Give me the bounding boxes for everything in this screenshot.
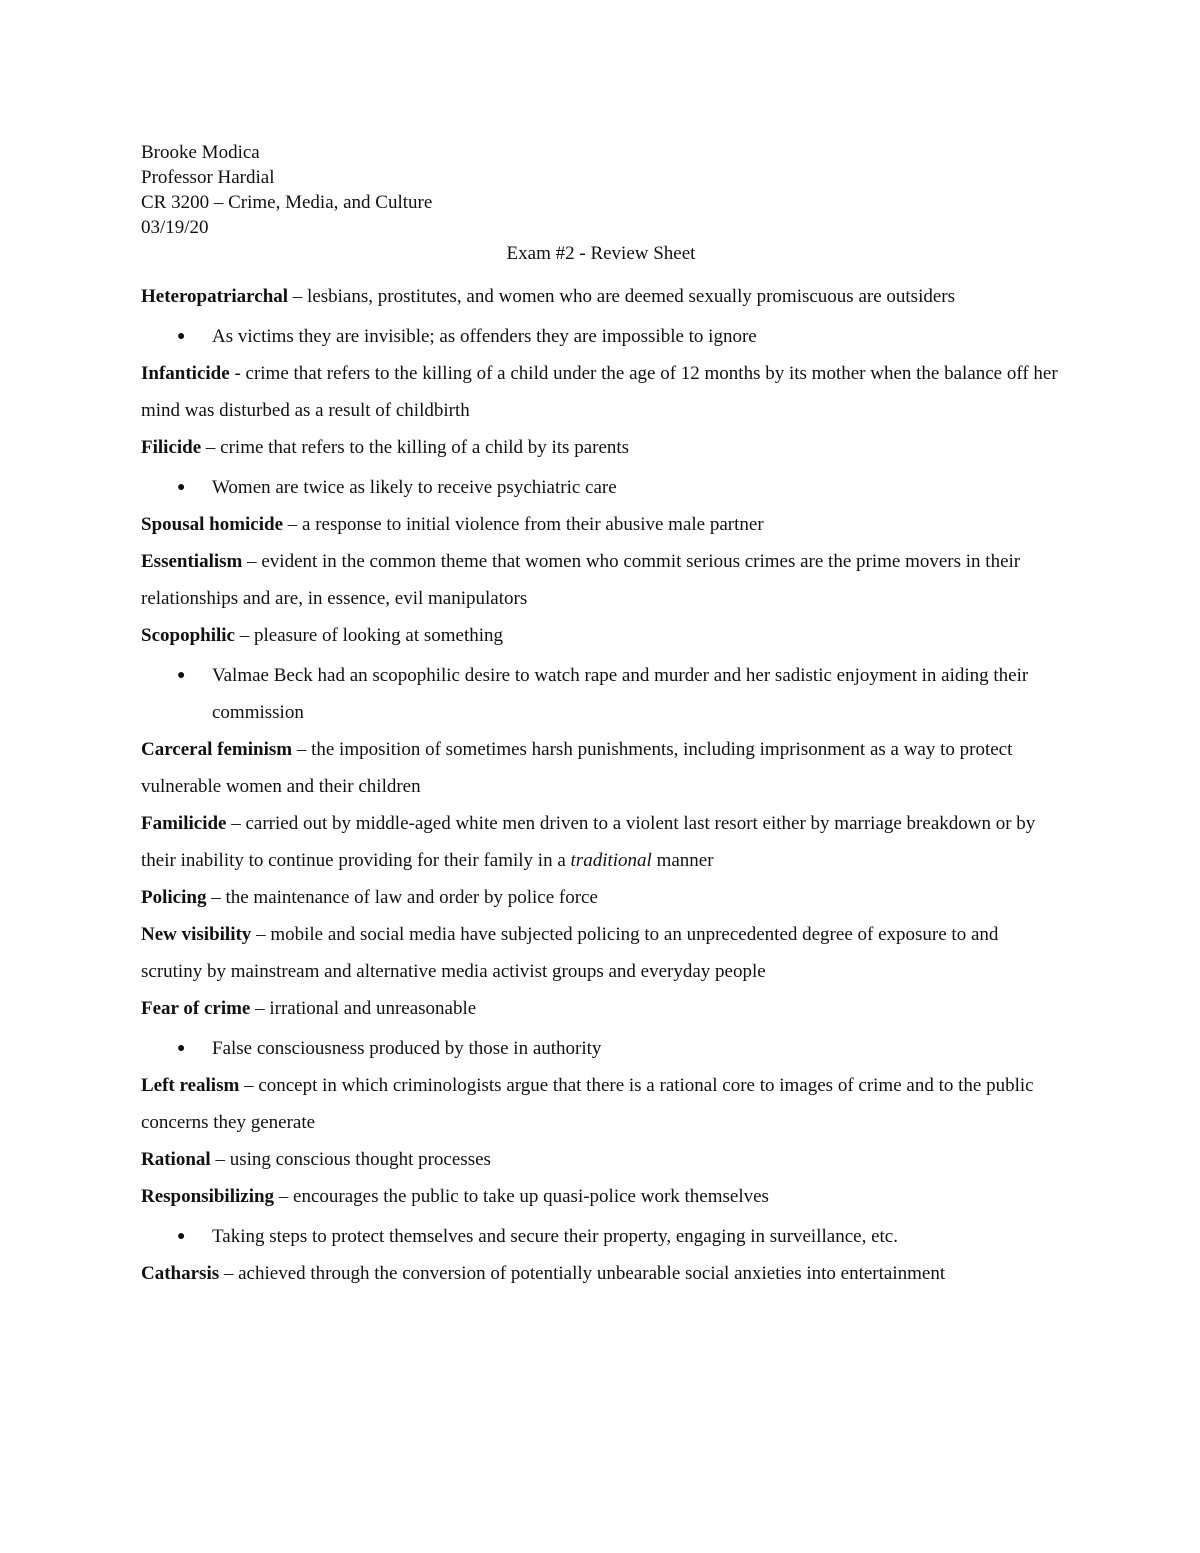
- entry-definition: crime that refers to the killing of a child by its parents: [220, 437, 630, 458]
- entry-definition: the maintenance of law and order by police force: [225, 887, 598, 908]
- bullet-icon: ●: [177, 480, 186, 495]
- entry-term: Spousal homicide: [141, 514, 284, 535]
- entry-definition: a response to initial violence from their abusive male partner: [302, 514, 764, 535]
- entry-definition: lesbians, prostitutes, and women who are deemed sexually promiscuous are outsiders: [307, 286, 956, 307]
- entry-definition: evident in the common theme that women who commit serious crimes are the prime movers in their relationships and are, in essence, evil manipulators: [141, 551, 1021, 609]
- entry-term: Filicide: [141, 437, 202, 458]
- entry-spousal-homicide: Spousal homicide – a response to initial violence from their abusive male partner: [141, 514, 764, 535]
- entry-term: Fear of crime: [141, 998, 251, 1019]
- entry-definition: irrational and unreasonable: [269, 998, 477, 1019]
- entry-rational: Rational – using conscious thought processes: [141, 1149, 491, 1170]
- page-title: Exam #2 - Review Sheet: [506, 243, 696, 264]
- entry-definition: encourages the public to take up quasi-police work themselves: [293, 1186, 769, 1207]
- entry-definition: mobile and social media have subjected policing to an unprecedented degree of exposure to and scrutiny by mainstream and alternative media activist groups and everyday people: [141, 924, 999, 982]
- entry-definition: the imposition of sometimes harsh punishments, including imprisonment as a way to protect vulnerable women and their children: [141, 739, 1013, 797]
- entry-heteropatriarchal: Heteropatriarchal – lesbians, prostitutes, and women who are deemed sexually promiscuous are outsiders: [141, 286, 956, 307]
- entry-definition: concept in which criminologists argue that there is a rational core to images of crime and to the public concerns they generate: [141, 1075, 1034, 1133]
- document-date: 03/19/20: [141, 217, 209, 238]
- student-name: Brooke Modica: [141, 142, 260, 163]
- entry-definition: carried out by middle-aged white men driven to a violent last resort either by marriage breakdown or by their inability to continue providing for their family in a: [141, 813, 1036, 871]
- entry-term: Responsibilizing: [141, 1186, 275, 1207]
- entry-term: Policing: [141, 887, 207, 908]
- entry-familicide: Familicide – carried out by middle-aged white men driven to a violent last resort either by marriage breakdown or by their inability to continue providing for their family in a traditional manner: [141, 813, 1036, 871]
- entry-definition: using conscious thought processes: [229, 1149, 491, 1170]
- entry-term: Left realism: [141, 1075, 240, 1096]
- bullet-item: ● Women are twice as likely to receive psychiatric care: [141, 469, 1061, 506]
- entry-filicide: Filicide – crime that refers to the killing of a child by its parents: [141, 437, 630, 458]
- bullet-icon: ●: [177, 1229, 186, 1244]
- bullet-item: ● Taking steps to protect themselves and secure their property, engaging in surveillance, etc.: [141, 1218, 1061, 1255]
- document-page: [141, 140, 1061, 1292]
- entry-term: Familicide: [141, 813, 227, 834]
- bullet-icon: ●: [177, 668, 186, 683]
- entry-catharsis: Catharsis – achieved through the conversion of potentially unbearable social anxieties into entertainment: [141, 1263, 946, 1284]
- entry-scopophilic: Scopophilic – pleasure of looking at something: [141, 625, 504, 646]
- entry-term: Essentialism: [141, 551, 243, 572]
- entry-term: Heteropatriarchal: [141, 286, 289, 307]
- entry-definition: achieved through the conversion of potentially unbearable social anxieties into entertainment: [238, 1263, 946, 1284]
- entry-responsibilizing: Responsibilizing – encourages the public to take up quasi-police work themselves: [141, 1186, 769, 1207]
- entry-fear-of-crime: Fear of crime – irrational and unreasonable: [141, 998, 477, 1019]
- course-title: CR 3200 – Crime, Media, and Culture: [141, 192, 433, 213]
- entry-term: New visibility: [141, 924, 252, 945]
- entry-definition: crime that refers to the killing of a child under the age of 12 months by its mother when the balance off her mind was disturbed as a result of childbirth: [141, 363, 1058, 421]
- professor-name: Professor Hardial: [141, 167, 275, 188]
- entry-policing: Policing – the maintenance of law and order by police force: [141, 887, 598, 908]
- entry-term: Infanticide: [141, 363, 230, 384]
- bullet-icon: ●: [177, 329, 186, 344]
- entry-left-realism: Left realism – concept in which criminologists argue that there is a rational core to images of crime and to the public concerns they generate: [141, 1075, 1034, 1133]
- entry-carceral-feminism: Carceral feminism – the imposition of sometimes harsh punishments, including imprisonment as a way to protect vulnerable women and their children: [141, 739, 1013, 797]
- bullet-item: ● False consciousness produced by those in authority: [141, 1030, 1061, 1067]
- entry-term: Rational: [141, 1149, 211, 1170]
- entry-term: Scopophilic: [141, 625, 235, 646]
- entry-essentialism: Essentialism – evident in the common theme that women who commit serious crimes are the prime movers in their relationships and are, in essence, evil manipulators: [141, 551, 1021, 609]
- bullet-item: ● As victims they are invisible; as offenders they are impossible to ignore: [141, 318, 1061, 355]
- entry-definition: pleasure of looking at something: [253, 625, 504, 646]
- entry-infanticide: Infanticide - crime that refers to the killing of a child under the age of 12 months by its mother when the balance off her mind was disturbed as a result of childbirth: [141, 363, 1058, 421]
- entry-term: Carceral feminism: [141, 739, 293, 760]
- entry-term: Catharsis: [141, 1263, 220, 1284]
- bullet-item: ● Valmae Beck had an scopophilic desire to watch rape and murder and her sadistic enjoyment in aiding their commission: [141, 657, 1061, 731]
- entry-definition-emphasis: traditional: [570, 850, 652, 871]
- entry-new-visibility: New visibility – mobile and social media have subjected policing to an unprecedented degree of exposure to and scrutiny by mainstream and alternative media activist groups and everyday people: [141, 924, 999, 982]
- bullet-icon: ●: [177, 1041, 186, 1056]
